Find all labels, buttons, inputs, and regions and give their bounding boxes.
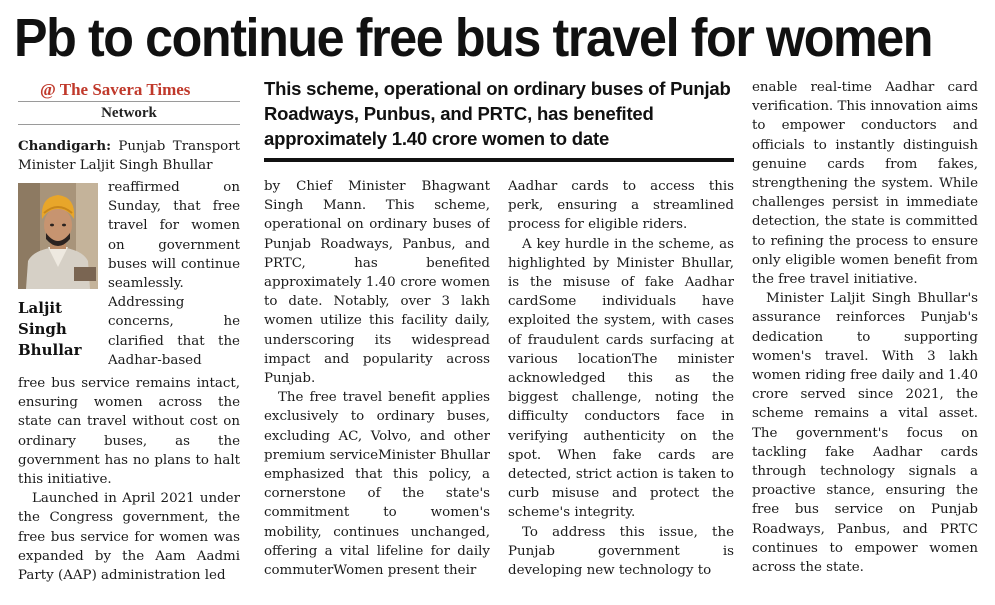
column-1-lead (18, 137, 240, 181)
deck-rule (264, 158, 734, 162)
dateline: Chandigarh: (18, 138, 112, 154)
column-2 (264, 177, 490, 605)
column-3 (508, 177, 734, 605)
column-1-body (18, 374, 240, 604)
minister-photo (18, 183, 98, 289)
column-3-para-2: A key hurdle in the scheme, as highlighted by Minister Bhullar, is the misuse of fake Aadhar cardSome individuals have exploited the system, with cases of fraudulent cards surfacing at various locationThe minister acknowledged this as the biggest challenge, noting the difficulty conductors face in verifying authenticity on the spot. When fake cards are detected, strict action is taken to curb misuse and protect the scheme's integrity. (508, 236, 734, 521)
column-2-para-2: The free travel benefit applies exclusively to ordinary buses, excluding AC, Volvo, and other premium serviceMinister Bhullar emphasized that this policy, a cornerstone of the state's commitment to women's mobility, continues unchanged, offering a vital lifeline for daily commuterWomen present their (264, 390, 490, 579)
lead-intro: Punjab Transport Minister Laljit Singh Bhullar (18, 139, 240, 174)
column-1-para-2: Launched in April 2021 under the Congress government, the free bus service for women was expanded by the Aam Aadmi Party (AAP) administration led (18, 491, 240, 584)
column-1-para-1: free bus service remains intact, ensuring women across the state can travel without cost on ordinary buses, as the government has no plans to halt this initiative. (18, 376, 240, 488)
column-1-wrap-text: reaffirmed on Sunday, that free travel for women on government buses will continue seamlessly. Addressing concerns, he clarified that the Aadhar-based (108, 180, 240, 368)
column-4 (752, 78, 978, 605)
section-tag: Network (18, 101, 240, 125)
column-2-para-1: by Chief Minister Bhagwant Singh Mann. This scheme, operational on ordinary buses of Punjab Roadways, Panbus, and PRTC, has benefited approximately 1.40 crore women to date. Notably, over 3 lakh women utilize this facility daily, underscoring its widespread impact and popularity across Punjab. (264, 179, 490, 387)
column-3-para-1: Aadhar cards to access this perk, ensuring a streamlined process for eligible riders. (508, 179, 734, 233)
column-1-wrap (108, 178, 240, 374)
column-4-para-2: Minister Laljit Singh Bhullar's assurance reinforces Punjab's dedication to supporting women's travel. With 3 lakh women riding free daily and 1.40 crore served since 2021, the scheme remains a vital asset. The government's focus on tackling fake Aadhar cards through technology signals a proactive stance, ensuring the free bus service on Punjab Roadways, Panbus, and PRTC continues to empower women across the state. (752, 291, 978, 576)
article-deck: This scheme, operational on ordinary buses of Punjab Roadways, Punbus, and PRTC, has benefited approximately 1.40 crore women to date (264, 78, 731, 149)
column-4-para-1: enable real-time Aadhar card verification. This innovation aims to empower conductors and officials to instantly distinguish genuine cards from fakes, strengthening the system. While challenges persist in immediate detection, the state is committed to refining the process to ensure only eligible women benefit from the free travel initiative. (752, 80, 978, 288)
column-3-para-3: To address this issue, the Punjab government is developing new technology to (508, 524, 734, 579)
source-credit: @ The Savera Times (40, 80, 191, 99)
headline: Pb to continue free bus travel for women (14, 8, 933, 68)
photo-caption: Laljit Singh Bhullar (18, 299, 82, 359)
